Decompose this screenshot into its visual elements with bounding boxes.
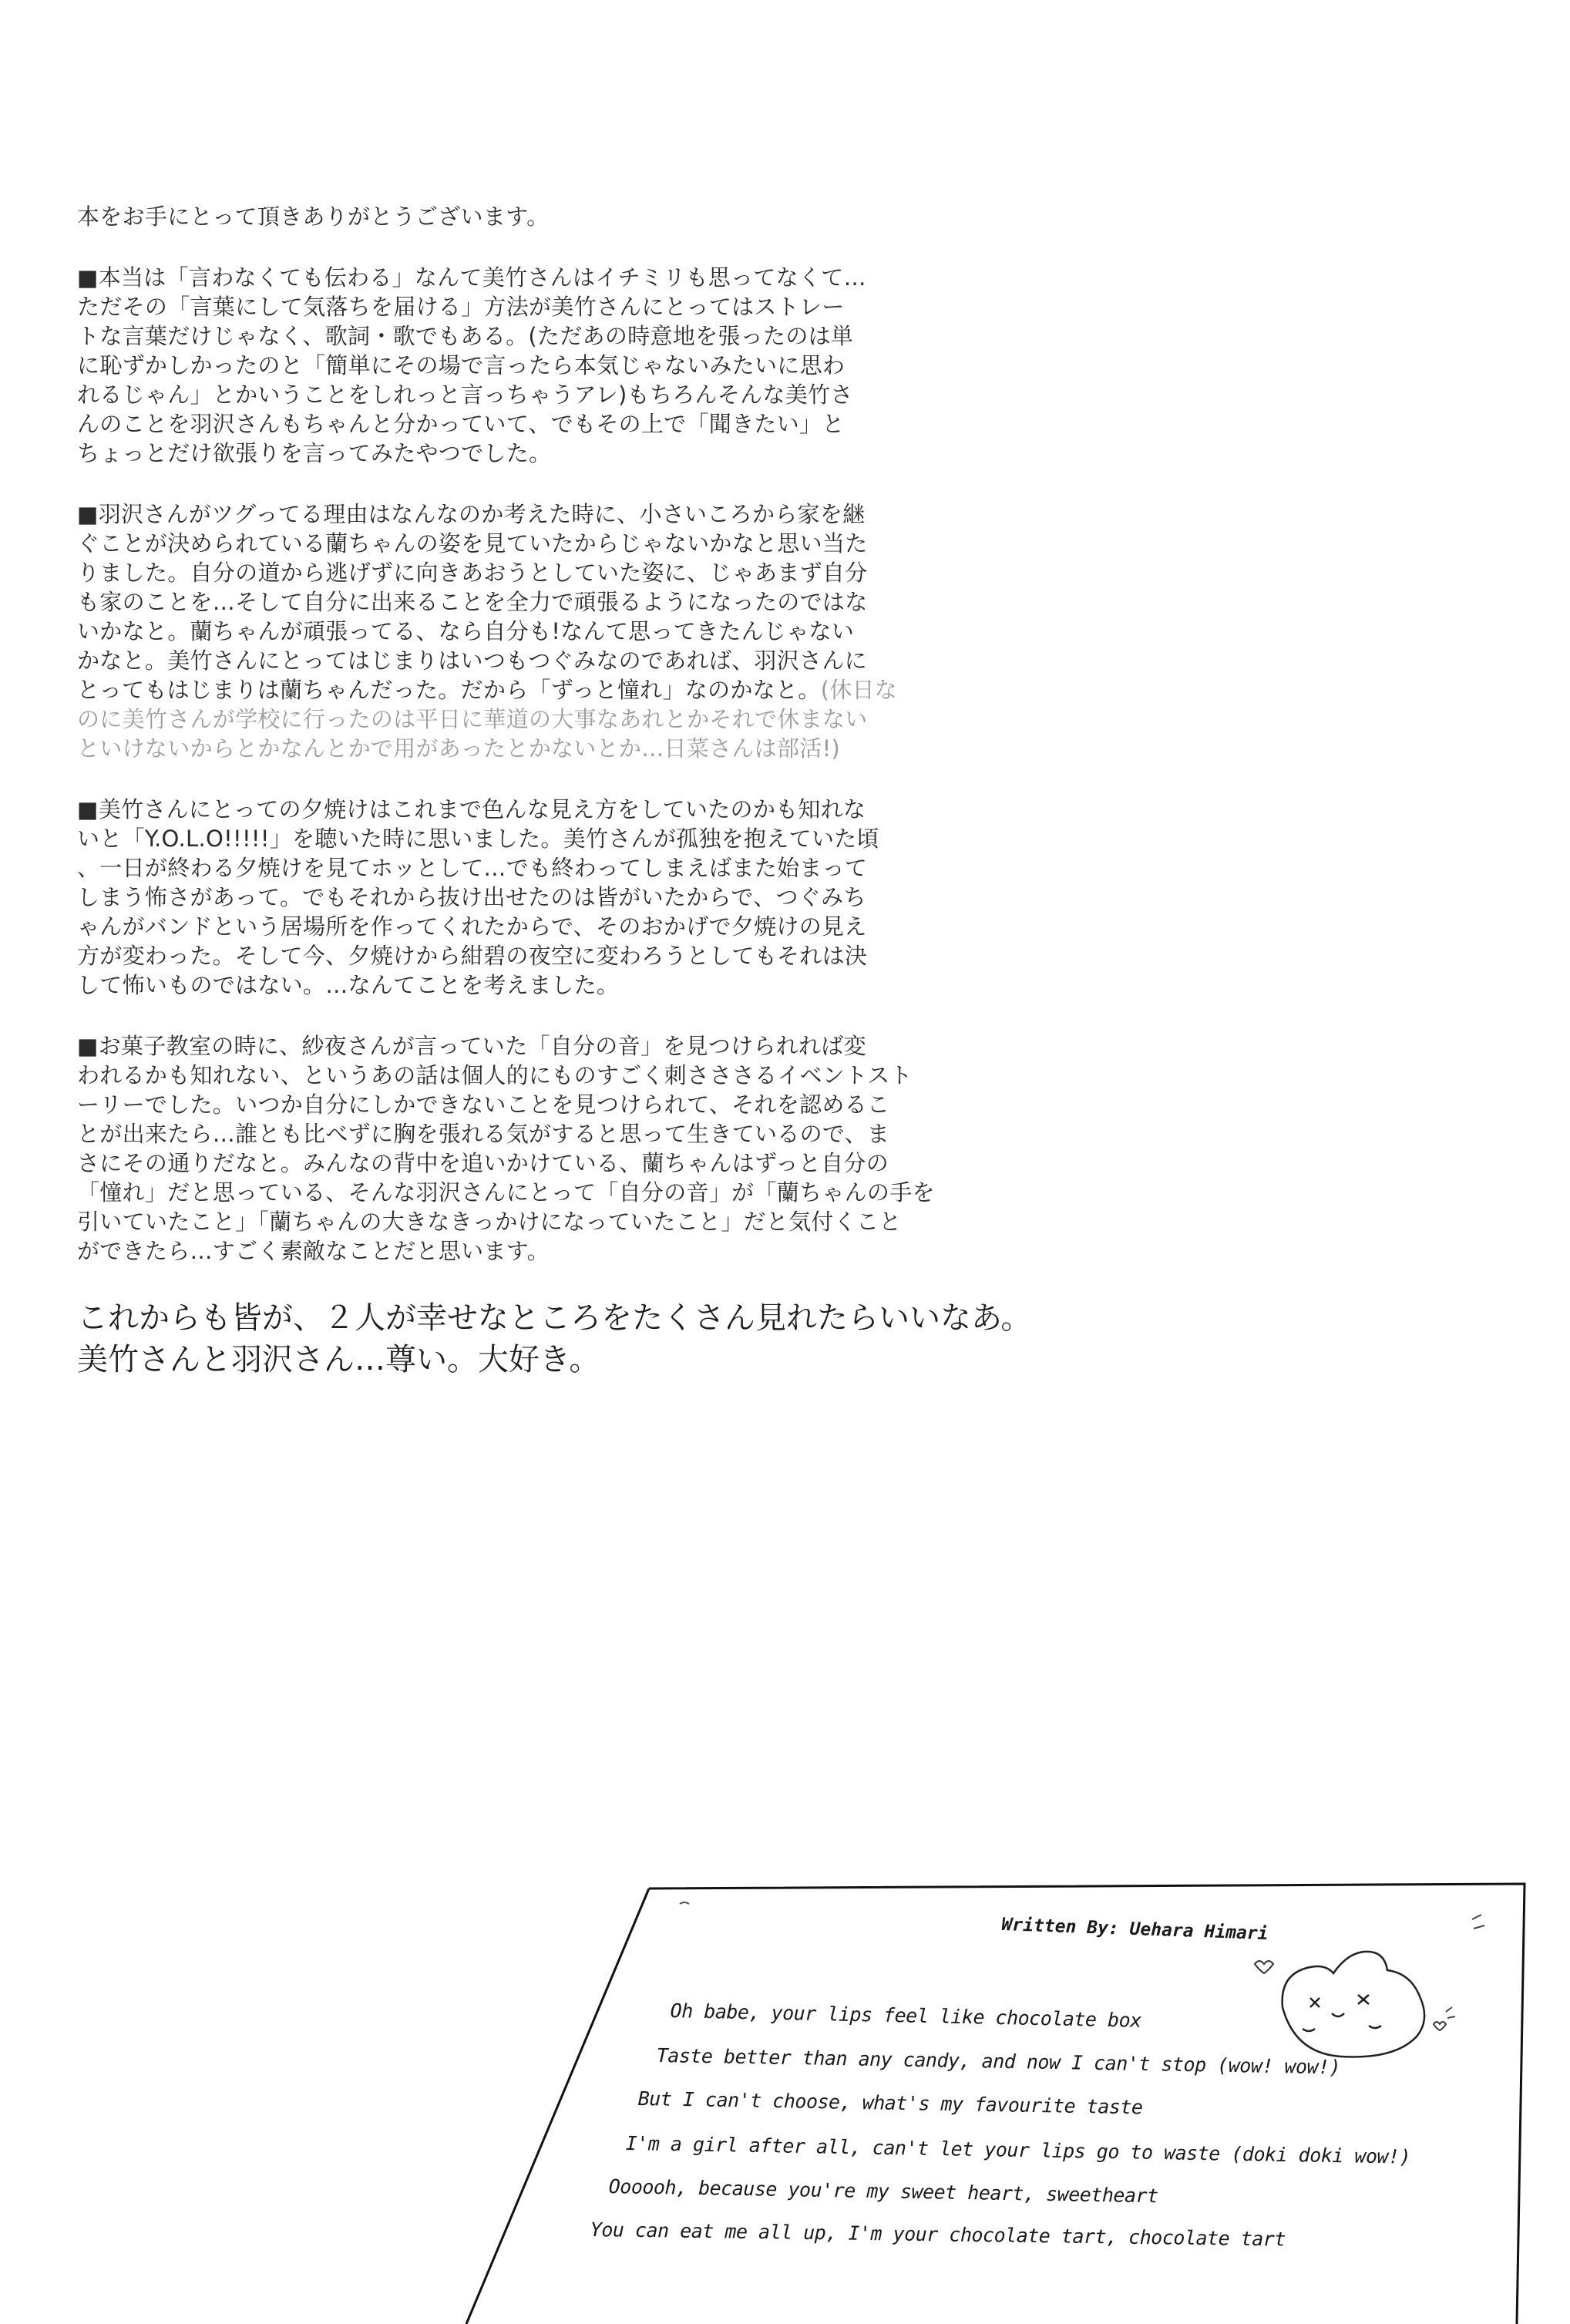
paragraph-2-aside: (休日な のに美竹さんが学校に行ったのは平日に華道の大事なあれとかそれで休まない といけないからとかなんとかで用があったとかないとか…日菜さんは部活!) bbox=[77, 677, 898, 762]
lyric-line-4: I'm a girl after all, can't let your lips go to waste (doki doki wow!) bbox=[625, 2132, 1411, 2168]
closing-message: これからも皆が、２人が幸せなところをたくさん見れたらいいなあ。 美竹さんと羽沢さん…尊い。大好き。 bbox=[77, 1300, 1032, 1377]
lyric-line-2: Taste better than any candy, and now I can't stop (wow! wow!) bbox=[656, 2044, 1341, 2079]
paragraph-3: ■美竹さんにとっての夕焼けはこれまで色んな見え方をしていたのかも知れな いと「Y.O.L.O!!!!!」を聴いた時に思いました。美竹さんが孤独を抱えていた頃 、一日が終わる夕焼けを見てホッとして…でも終わってしまえばまた始まって しまう怖さがあって。でもそれから抜け出せたのは皆がいたからで、つぐみち ゃんがバンドという居場所を作ってくれたからで、そのおかげで夕焼けの見え 方が変わった。そして今、夕焼けから紺碧の夜空に変わろうとしてもそれは決 して怖いものではない。…なんてことを考えました。 bbox=[77, 796, 879, 998]
lyric-line-6: You can eat me all up, I'm your chocolate tart, chocolate tart bbox=[590, 2218, 1286, 2251]
paragraph-thanks: 本をお手にとって頂きありがとうございます。 bbox=[77, 203, 550, 230]
paragraph-4: ■お菓子教室の時に、紗夜さんが言っていた「自分の音」を見つけられれば変 われるかも知れない、というあの話は個人的にものすごく刺さささるイベントスト ーリーでした。いつか自分にしかできないことを見つけられて、それを認めるこ とが出来たら…誰とも比べずに胸を張れる気がすると思って生きているので、ま さにその通りだなと。みんなの背中を追いかけている、蘭ちゃんはずっと自分の 「憧れ」だと思っている、そんな羽沢さんにとって「自分の音」が「蘭ちゃんの手を 引いていたこと」「蘭ちゃんの大きなきっかけになっていたこと」だと気付くこと ができたら…すごく素敵なことだと思います。 bbox=[77, 1033, 935, 1264]
paragraph-2-main: ■羽沢さんがツグってる理由はなんなのか考えた時に、小さいころから家を継 ぐことが決められている蘭ちゃんの姿を見ていたからじゃないかなと思い当た りました。自分の道から逃げずに向きあおうとしていた姿に、じゃあまず自分 も家のことを…そして自分に出来ることを全力で頑張るようになったのではな いかなと。蘭ちゃんが頑張ってる、なら自分も!なんて思ってきたんじゃない かなと。美竹さんにとってはじまりはいつもつぐみなのであれば、羽沢さんに とってもはじまりは蘭ちゃんだった。だから「ずっと憧れ」なのかなと。 bbox=[77, 501, 868, 703]
paragraph-1: ■本当は「言わなくても伝わる」なんて美竹さんはイチミリも思ってなくて… ただその「言葉にして気落ちを届ける」方法が美竹さんにとってはストレー トな言葉だけじゃなく、歌詞・歌でもある。(ただあの時意地を張ったのは単 に恥ずかしかったのと「簡単にその場で言ったら本気じゃないみたいに思わ れるじゃん」とかいうことをしれっと言っちゃうアレ)もちろんそんな美竹さ んのことを羽沢さんもちゃんと分かっていて、でもその上で「聞きたい」と ちょっとだけ欲張りを言ってみたやつでした。 bbox=[77, 264, 866, 466]
lyric-line-5: Oooooh, because you're my sweet heart, sweetheart bbox=[608, 2175, 1158, 2208]
lyric-line-3: But I can't choose, what's my favourite taste bbox=[637, 2087, 1143, 2119]
credit-line: Written By: Uehara Himari bbox=[1001, 1915, 1269, 1945]
lyric-line-1: Oh babe, your lips feel like chocolate box bbox=[670, 1999, 1142, 2032]
